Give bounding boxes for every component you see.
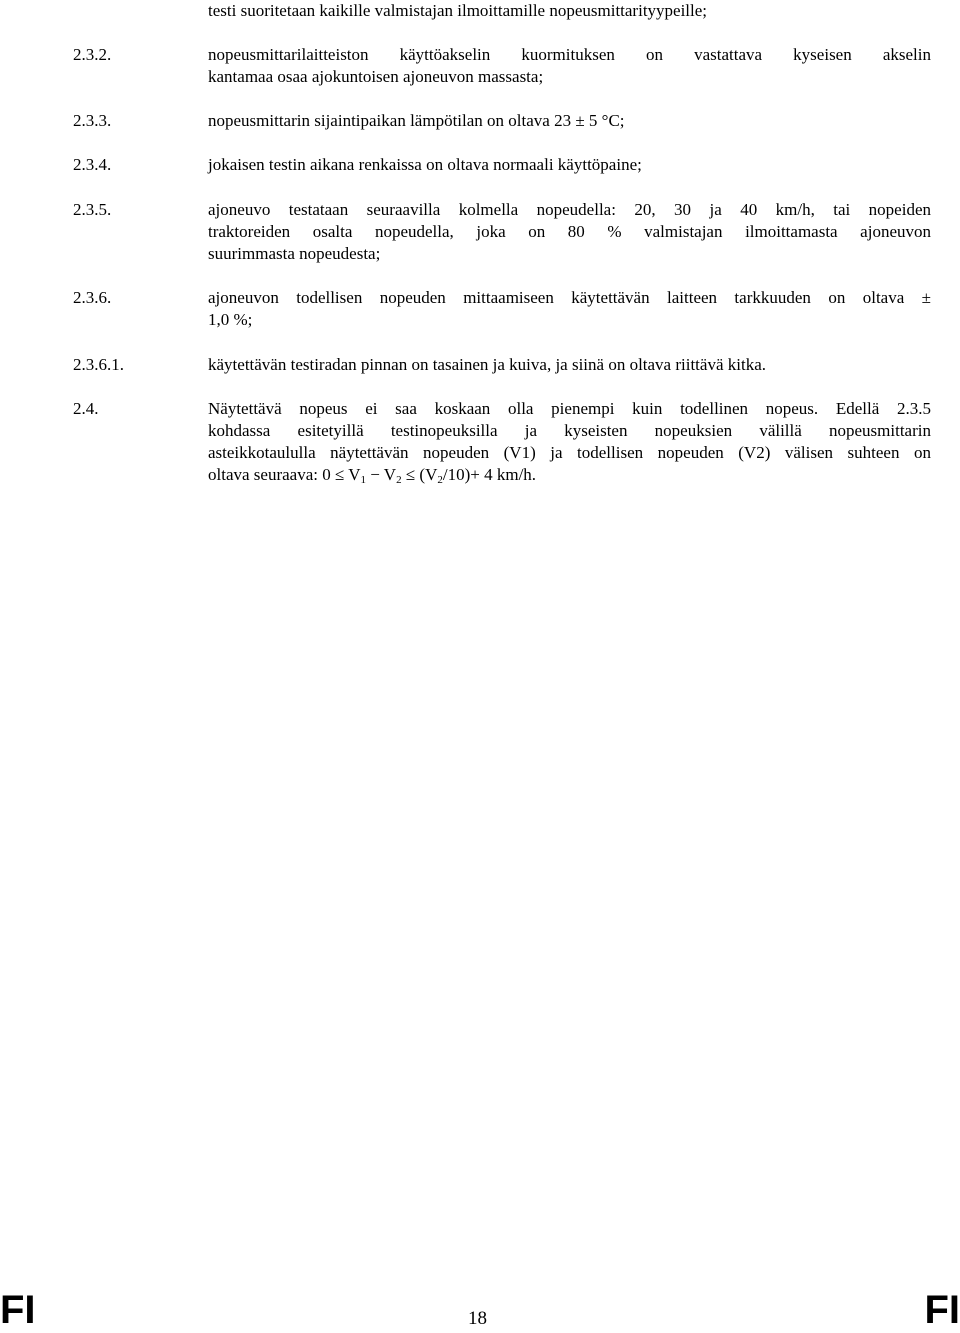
- footer-language-right: FI: [924, 1288, 960, 1332]
- text-line: Näytettävä nopeus ei saa koskaan olla pienempi kuin todellinen nopeus. Edellä 2.3.5: [208, 399, 931, 418]
- item-text: [208, 44, 931, 88]
- text-line: kantamaa osaa ajokuntoisen ajoneuvon massasta;: [208, 67, 544, 86]
- text-line: käytettävän testiradan pinnan on tasainen ja kuiva, ja siinä on oltava riittävä kitka.: [208, 355, 766, 374]
- formula-after: ≤ (V: [401, 465, 438, 484]
- formula-prefix: oltava seuraava: 0 ≤ V: [208, 465, 361, 484]
- formula-middle: − V: [366, 465, 397, 484]
- subscript: 2: [396, 474, 402, 486]
- text-line: ajoneuvon todellisen nopeuden mittaamiseen käytettävän laitteen tarkkuuden on oltava ±: [208, 288, 931, 307]
- item-number: 2.3.5.: [73, 200, 112, 219]
- item-text: [208, 0, 931, 22]
- text-line: nopeusmittarilaitteiston käyttöakselin kuormituksen on vastattava kyseisen akselin: [208, 45, 931, 64]
- item-number: 2.3.6.: [73, 288, 112, 307]
- item-text: [208, 154, 931, 176]
- text-line: kohdassa esitetyillä testinopeuksilla ja kyseisten nopeuksien välillä nopeusmittarin: [208, 421, 931, 440]
- page-number: 18: [468, 1308, 487, 1329]
- text-line: jokaisen testin aikana renkaissa on oltava normaali käyttöpaine;: [208, 155, 642, 174]
- item-number: 2.3.4.: [73, 155, 112, 174]
- text-line: ajoneuvo testataan seuraavilla kolmella nopeudella: 20, 30 ja 40 km/h, tai nopeiden: [208, 200, 931, 219]
- text-line: asteikkotaululla näytettävän nopeuden (V1) ja todellisen nopeuden (V2) välisen suhteen on: [208, 443, 931, 462]
- item-text: [208, 287, 931, 331]
- text-line: suurimmasta nopeudesta;: [208, 244, 381, 263]
- text-line: traktoreiden osalta nopeudella, joka on 80 % valmistajan ilmoittamasta ajoneuvon: [208, 222, 931, 241]
- item-text: [208, 110, 931, 132]
- subscript: 1: [360, 474, 367, 486]
- item-number: 2.3.3.: [73, 111, 112, 130]
- item-text: [208, 354, 931, 376]
- subscript: 2: [437, 474, 443, 486]
- item-text: [208, 199, 931, 265]
- text-line: nopeusmittarin sijaintipaikan lämpötilan on oltava 23 ± 5 °C;: [208, 111, 625, 130]
- item-number: 2.3.6.1.: [73, 355, 124, 374]
- footer-language-left: FI: [0, 1288, 36, 1332]
- item-number: 2.4.: [73, 399, 99, 418]
- item-number: 2.3.2.: [73, 45, 112, 64]
- item-text: [208, 398, 931, 486]
- formula-line: [208, 464, 931, 486]
- formula-suffix: /10)+ 4 km/h.: [442, 465, 537, 484]
- text-line: 1,0 %;: [208, 310, 253, 329]
- text-line: testi suoritetaan kaikille valmistajan ilmoittamille nopeusmittarityypeille;: [208, 1, 708, 20]
